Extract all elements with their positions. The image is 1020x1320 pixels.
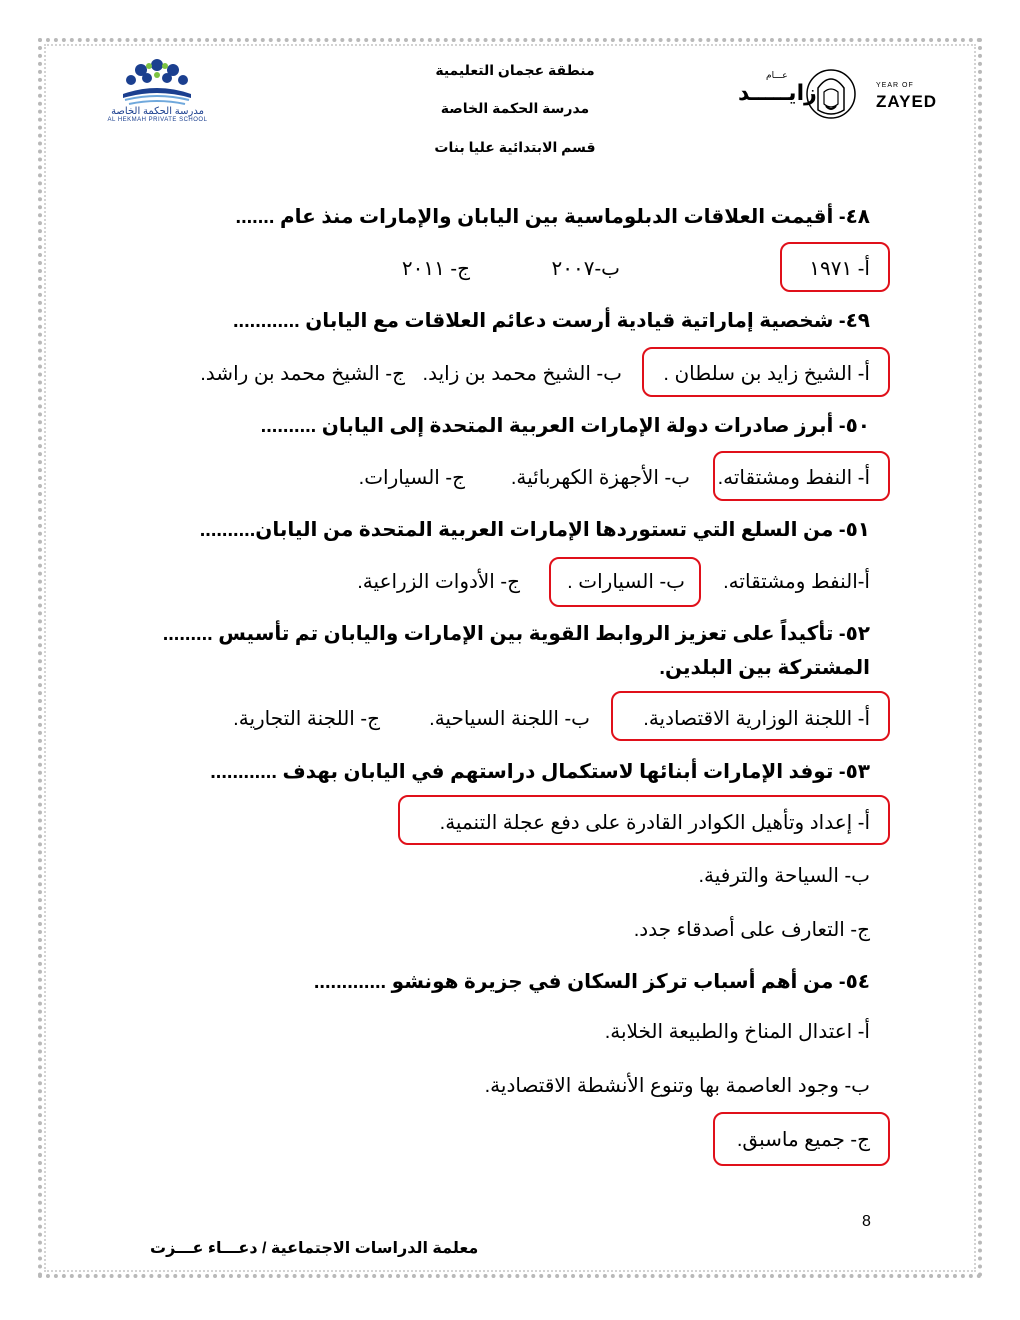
q50-option-b: ب- الأجهزة الكهربائية. xyxy=(510,467,690,489)
q49-option-c: ج- الشيخ محمد بن راشد. xyxy=(200,363,405,385)
q53-option-b: ب- السياحة والترفية. xyxy=(698,865,870,887)
q53-option-a: أ- إعداد وتأهيل الكوادر القادرة على دفع عجلة التنمية. xyxy=(439,812,870,834)
zayed-logo-en: ZAYED xyxy=(876,92,938,111)
question-53: ٥٣- توفد الإمارات أبنائها لاستكمال دراستهم في اليابان بهدف ............ xyxy=(210,761,870,783)
question-50: ٥٠- أبرز صادرات دولة الإمارات العربية المتحدة إلى اليابان .......... xyxy=(260,415,870,437)
header-district: منطقة عجمان التعليمية xyxy=(435,62,595,78)
question-49: ٤٩- شخصية إماراتية قيادية أرست دعائم العلاقات مع اليابان ............ xyxy=(233,310,870,332)
zayed-logo-ar: زايـــــد xyxy=(738,80,817,105)
page-number: 8 xyxy=(862,1213,871,1230)
year-of-zayed-logo xyxy=(730,64,945,124)
question-52-cont: المشتركة بين البلدين. xyxy=(659,657,870,679)
question-48: ٤٨- أقيمت العلاقات الدبلوماسية بين اليابان والإمارات منذ عام ....... xyxy=(235,206,870,228)
header-section: قسم الابتدائية عليا بنات xyxy=(434,139,596,155)
question-51: ٥١- من السلع التي تستوردها الإمارات العربية المتحدة من اليابان.......... xyxy=(199,519,870,541)
q52-option-b: ب- اللجنة السياحية. xyxy=(429,708,590,730)
q48-option-a: أ- ١٩٧١ xyxy=(809,258,870,280)
q51-option-a: أ-النفط ومشتقاته. xyxy=(723,571,870,593)
q49-option-a: أ- الشيخ زايد بن سلطان . xyxy=(663,363,870,385)
zayed-logo-en-small: YEAR OF xyxy=(876,82,914,89)
q49-option-b: ب- الشيخ محمد بن زايد. xyxy=(422,363,622,385)
header-school: مدرسة الحكمة الخاصة xyxy=(440,100,590,116)
q48-option-c: ج- ٢٠١١ xyxy=(401,258,470,280)
q52-option-a: أ- اللجنة الوزارية الاقتصادية. xyxy=(643,708,870,730)
q51-option-c: ج- الأدوات الزراعية. xyxy=(357,571,520,593)
school-logo-text-ar: مدرسة الحكمة الخاصة xyxy=(111,106,204,117)
question-54: ٥٤- من أهم أسباب تركز السكان في جزيرة هونشو ............. xyxy=(313,971,870,993)
q53-option-c: ج- التعارف على أصدقاء جدد. xyxy=(633,919,870,941)
q52-option-c: ج- اللجنة التجارية. xyxy=(233,708,380,730)
zayed-portrait-icon xyxy=(806,66,856,127)
school-logo xyxy=(95,56,220,126)
q54-option-a: أ- اعتدال المناخ والطبيعة الخلابة. xyxy=(604,1021,870,1043)
q54-option-b: ب- وجود العاصمة بها وتنوع الأنشطة الاقتصادية. xyxy=(484,1075,870,1097)
question-52: ٥٢- تأكيداً على تعزيز الروابط القوية بين الإمارات واليابان تم تأسيس ......... xyxy=(162,623,870,645)
q50-option-a: أ- النفط ومشتقاته. xyxy=(717,467,870,489)
q48-option-b: ب-٢٠٠٧ xyxy=(551,258,620,280)
school-logo-text-en: AL HEKMAH PRIVATE SCHOOL xyxy=(107,117,208,123)
q50-option-c: ج- السيارات. xyxy=(358,467,465,489)
q54-option-c: ج- جميع ماسبق. xyxy=(736,1129,870,1151)
teacher-footer: معلمة الدراسات الاجتماعية / دعـــاء عـــزت xyxy=(150,1240,479,1257)
q51-option-b: ب- السيارات . xyxy=(567,571,685,593)
zayed-logo-ar-small: عـــام xyxy=(766,70,788,80)
